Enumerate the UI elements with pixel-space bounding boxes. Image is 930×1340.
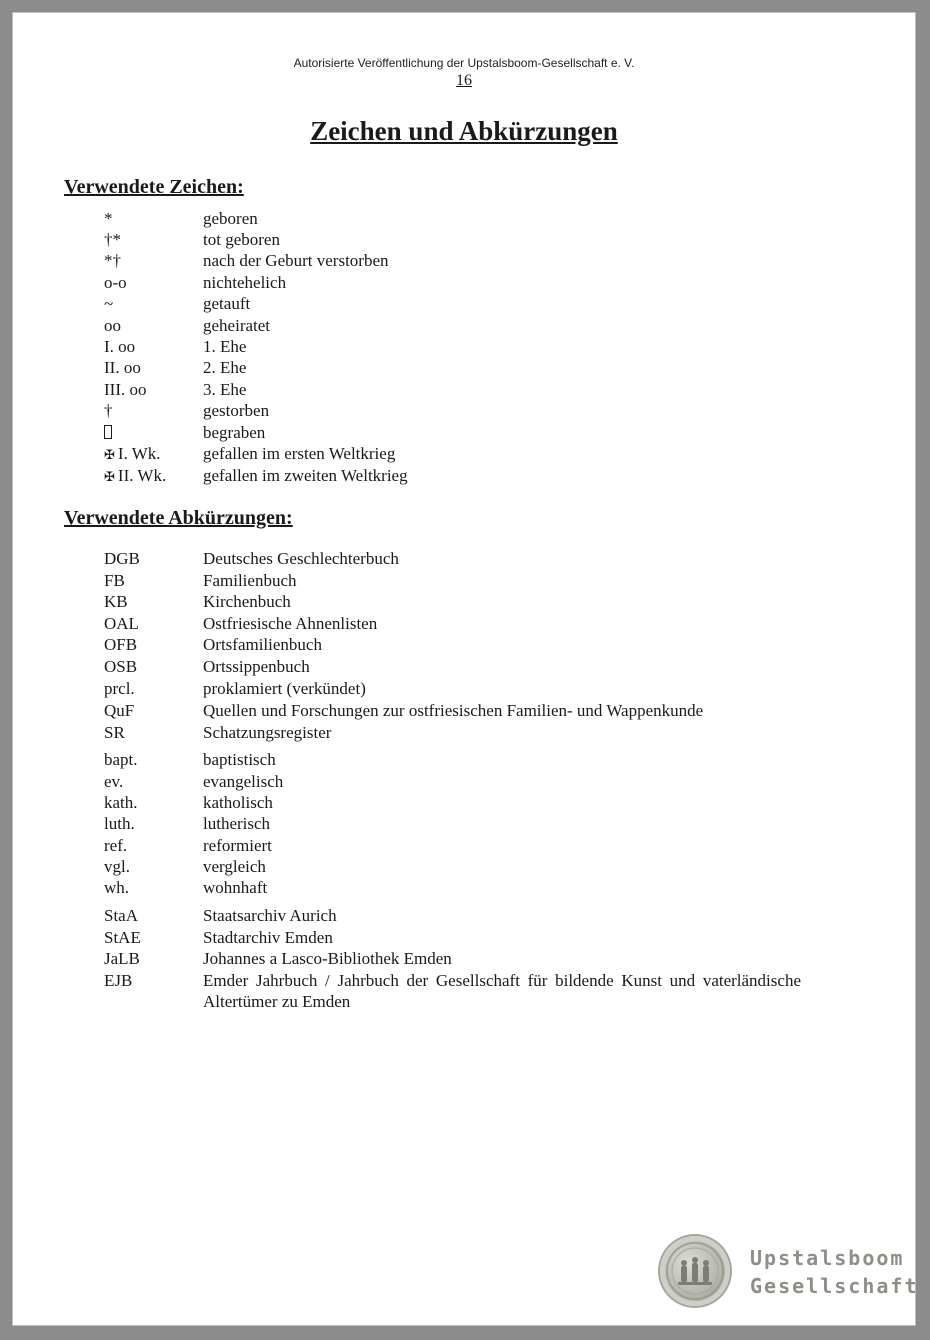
sign-row [104,357,824,379]
publication-note: Autorisierte Veröffentlichung der Upstalsboom-Gesellschaft e. V. [293,56,635,70]
sign-meaning: nach der Geburt verstorben [203,251,389,270]
sign-symbol-text: I. Wk. [117,444,161,463]
abbreviation-row [104,771,824,793]
sign-meaning: gefallen im ersten Weltkrieg [203,444,396,463]
abbreviation-row [104,548,824,570]
signs-heading: Verwendete Zeichen: [64,176,244,198]
abbreviation-row [104,613,824,635]
abbreviation-meaning: proklamiert (verkündet) [203,679,366,698]
abbreviation-row [104,970,824,1014]
abbreviation: KB [104,592,128,611]
sign-symbol: o-o [104,273,127,292]
abbreviation-meaning: reformiert [203,836,272,855]
sign-row [104,315,824,337]
abbreviations-heading: Verwendete Abkürzungen: [64,507,293,529]
abbreviation-meaning: wohnhaft [203,878,268,897]
abbreviation: JaLB [104,949,140,968]
abbreviation-meaning: Ortssippenbuch [203,657,310,676]
abbreviation-row [104,700,824,722]
sign-row [104,293,824,315]
sign-row [104,379,824,401]
abbreviation-meaning: katholisch [203,793,273,812]
sign-symbol [104,465,200,488]
abbreviation-row [104,722,824,744]
abbreviation-meaning: vergleich [203,857,266,876]
abbreviation-meaning: lutherisch [203,814,271,833]
abbreviation-meaning: evangelisch [203,772,284,791]
sign-row [104,250,824,272]
abbreviation-row [104,634,824,656]
iron-cross-icon: ✠ [104,469,115,484]
abbreviation-row [104,792,824,814]
sign-row [104,422,824,444]
abbreviation: EJB [104,971,133,990]
sign-meaning: gefallen im zweiten Weltkrieg [203,466,408,485]
sign-meaning: 3. Ehe [203,380,247,399]
abbreviation: luth. [104,814,135,833]
abbreviation-row [104,591,824,613]
sign-meaning: getauft [203,294,251,313]
sign-meaning: 1. Ehe [203,337,247,356]
abbreviation-row [104,948,824,970]
abbreviation: StAE [104,928,141,947]
sign-row [104,443,824,465]
abbreviation: prcl. [104,679,135,698]
abbreviation: FB [104,571,125,590]
sign-symbol: I. oo [104,337,136,356]
page-number: 16 [456,72,472,89]
abbreviation-row [104,877,824,899]
abbreviation-meaning: Johannes a Lasco-Bibliothek Emden [203,949,452,968]
abbreviation: wh. [104,878,130,897]
sign-meaning: geheiratet [203,316,271,335]
abbreviation: DGB [104,549,140,568]
society-seal-icon [660,1236,730,1306]
abbreviation-meaning: Familienbuch [203,571,297,590]
abbreviation-meaning: Ortsfamilienbuch [203,635,322,654]
watermark-line-2: Gesellschaft [750,1274,919,1298]
page-title: Zeichen und Abkürzungen [310,116,618,146]
document-page [12,12,919,1326]
iron-cross-icon: ✠ [104,447,115,462]
abbreviation-meaning: Staatsarchiv Aurich [203,906,337,925]
abbreviation: OSB [104,657,138,676]
abbreviation-meaning: baptistisch [203,750,276,769]
sign-symbol: II. oo [104,358,141,377]
abbreviation: OAL [104,614,139,633]
abbreviation: ev. [104,772,124,791]
sign-symbol: † [104,401,113,420]
sign-symbol: *† [104,251,121,270]
sign-symbol: oo [104,316,121,335]
abbreviation: SR [104,723,125,742]
sign-row [104,208,824,230]
abbreviation: ref. [104,836,128,855]
abbreviation-row [104,905,824,927]
sign-row [104,229,824,251]
grave-box-icon [104,425,112,439]
abbreviation-row [104,656,824,678]
sign-symbol-text: II. Wk. [117,466,167,485]
sign-meaning: tot geboren [203,230,280,249]
sign-meaning: 2. Ehe [203,358,247,377]
sign-meaning: begraben [203,423,266,442]
abbreviation: QuF [104,701,135,720]
abbreviation-row [104,813,824,835]
abbreviation: bapt. [104,750,138,769]
abbreviation-meaning: Emder Jahrbuch / Jahrbuch der Gesellschaft für bildende Kunst und vaterländische Altertümer zu Emden [203,971,801,1011]
abbreviation: OFB [104,635,138,654]
abbreviation-row [104,856,824,878]
abbreviation-row [104,749,824,771]
abbreviation-meaning: Kirchenbuch [203,592,291,611]
sign-row [104,400,824,422]
sign-symbol: ~ [104,294,114,313]
watermark-line-1: Upstalsboom [750,1246,905,1270]
society-watermark [660,1234,919,1314]
sign-meaning: nichtehelich [203,273,287,292]
abbreviation-row [104,570,824,592]
abbreviation-row [104,678,824,700]
sign-symbol: * [104,209,113,228]
sign-symbol: †* [104,230,121,249]
abbreviation-meaning: Stadtarchiv Emden [203,928,333,947]
abbreviation-row [104,927,824,949]
abbreviation: kath. [104,793,138,812]
sign-row [104,336,824,358]
abbreviation-meaning: Ostfriesische Ahnenlisten [203,614,378,633]
abbreviation-meaning: Deutsches Geschlechterbuch [203,549,399,568]
abbreviation-meaning: Schatzungsregister [203,723,332,742]
sign-symbol [104,422,200,444]
sign-row [104,465,824,487]
abbreviation-meaning: Quellen und Forschungen zur ostfriesischen Familien- und Wappenkunde [203,701,704,720]
abbreviation-row [104,835,824,857]
abbreviation: vgl. [104,857,130,876]
sign-meaning: geboren [203,209,258,228]
abbreviation: StaA [104,906,138,925]
sign-meaning: gestorben [203,401,270,420]
sign-row [104,272,824,294]
sign-symbol [104,443,200,466]
sign-symbol: III. oo [104,380,147,399]
